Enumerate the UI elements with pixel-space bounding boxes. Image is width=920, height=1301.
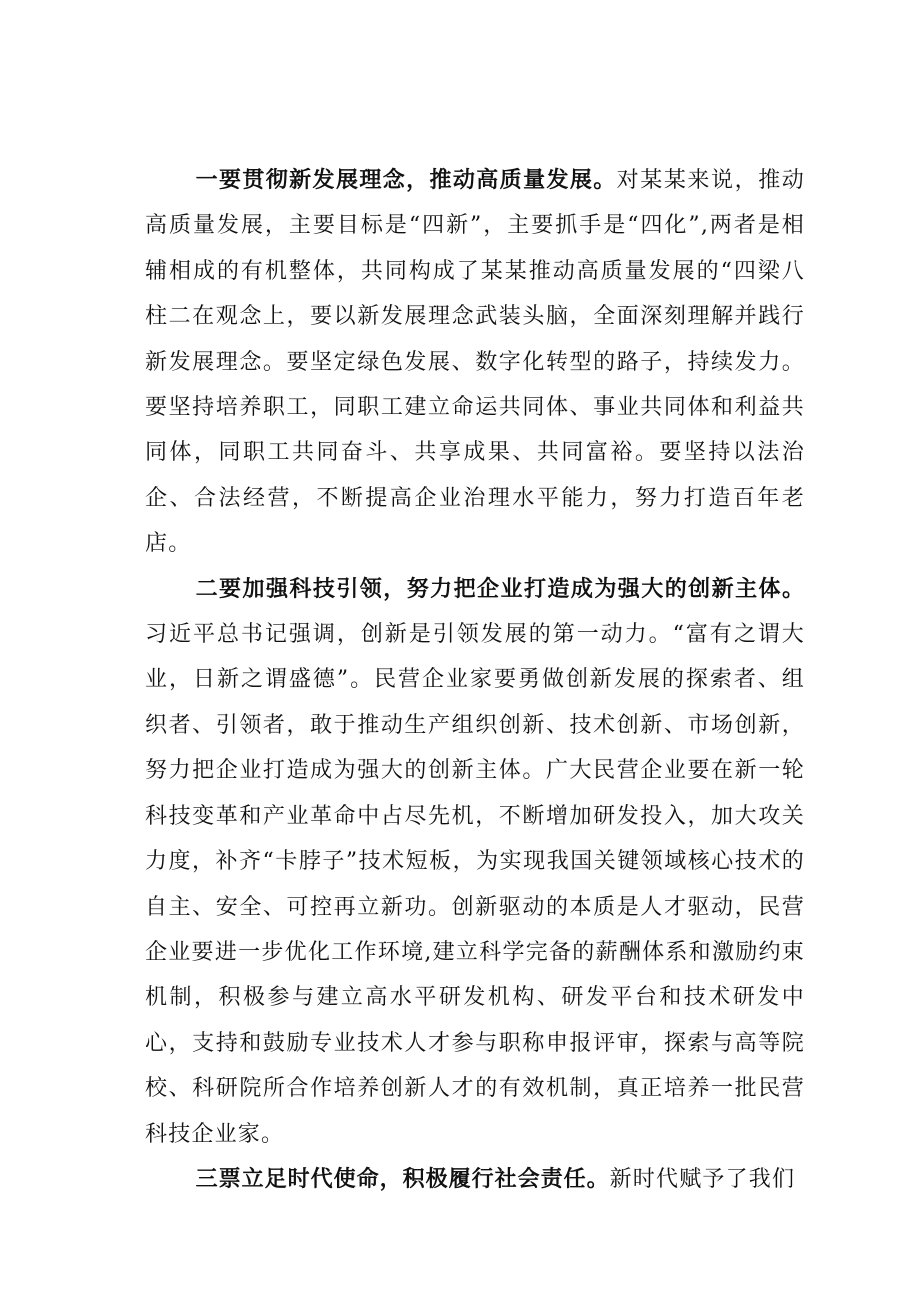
paragraph-1: [145, 158, 805, 567]
document-body: [145, 158, 805, 1202]
paragraph-2-heading: 二要加强科技引领，努力把企业打造成为强大的创新主体。: [195, 576, 805, 602]
paragraph-1-text: 对某某来说，推动高质量发展，主要目标是“四新”，主要抓手是“四化”,两者是相辅相成的有机整体，共同构成了某某推动高质量发展的“四梁八柱二在观念上，要以新发展理念武装头脑，全面深刻理解并践行新发展理念。要坚定绿色发展、数字化转型的路子，持续发力。要坚持培养职工，同职工建立命运共同体、事业共同体和利益共同体，同职工共同奋斗、共享成果、共同富裕。要坚持以法治企、合法经营，不断提高企业治理水平能力，努力打造百年老店。: [145, 168, 805, 557]
paragraph-2-text: 习近平总书记强调，创新是引领发展的第一动力。“富有之谓大业，日新之谓盛德”。民营企业家要勇做创新发展的探索者、组织者、引领者，敢于推动生产组织创新、技术创新、市场创新，努力把企业打造成为强大的创新主体。广大民营企业要在新一轮科技变革和产业革命中占尽先机，不断增加研发投入，加大攻关力度，补齐“卡脖子”技术短板，为实现我国关键领域核心技术的自主、安全、可控再立新功。创新驱动的本质是人才驱动，民营企业要进一步优化工作环境,建立科学完备的薪酬体系和激励约束机制，积极参与建立高水平研发机构、研发平台和技术研发中心，支持和鼓励专业技术人才参与职称申报评审，探索与高等院校、科研院所合作培养创新人才的有效机制，真正培养一批民营科技企业家。: [145, 622, 805, 1147]
paragraph-3-heading: 三票立足时代使命，积极履行社会责任。: [195, 1166, 610, 1192]
paragraph-2: [145, 567, 805, 1157]
paragraph-3-text: 新时代赋予了我们: [609, 1166, 796, 1192]
paragraph-3: [145, 1157, 805, 1202]
paragraph-1-heading: 一要贯彻新发展理念，推动高质量发展。: [195, 168, 617, 193]
